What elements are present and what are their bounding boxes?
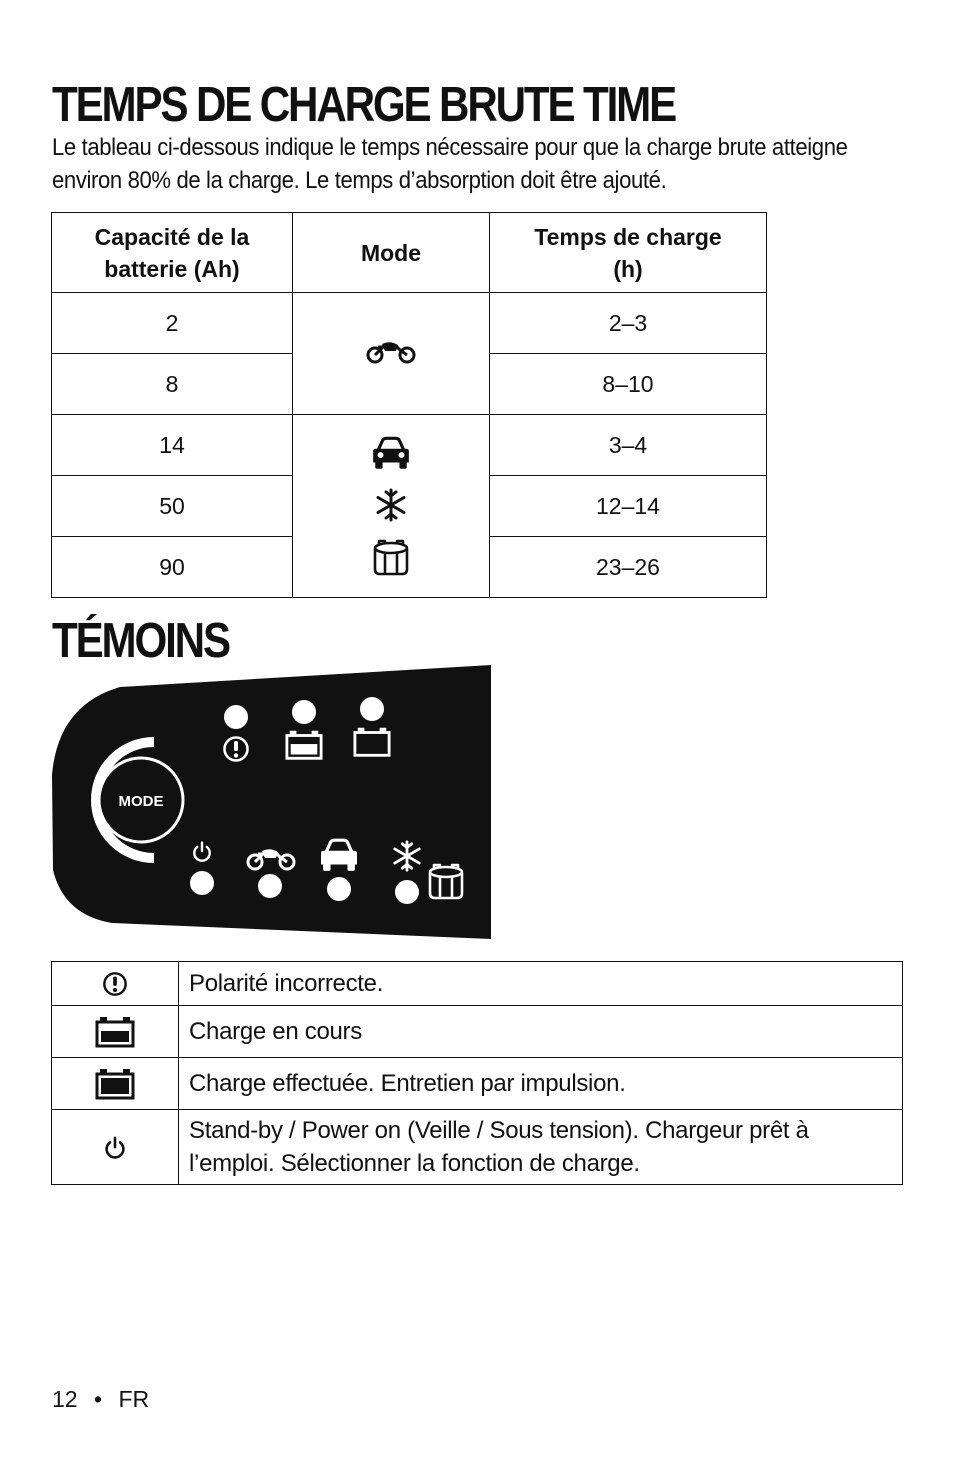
capacity-cell: 90 [52, 537, 293, 598]
battery-charging-icon [287, 731, 321, 759]
charger-control-panel [50, 665, 492, 940]
agm-battery-icon [371, 539, 411, 577]
page-title: TEMPS DE CHARGE BRUTE TIME [52, 78, 676, 132]
led-charged [360, 697, 384, 721]
time-cell: 2–3 [490, 293, 767, 354]
legend-text: Polarité incorrecte. [179, 962, 903, 1006]
battery-full-icon [95, 1068, 135, 1100]
footer-separator: • [93, 1386, 103, 1412]
table-header-row [52, 213, 767, 293]
capacity-cell: 14 [52, 415, 293, 476]
table-row [52, 415, 767, 476]
language-code: FR [118, 1386, 150, 1412]
page-number: 12 [52, 1386, 78, 1412]
capacity-cell: 50 [52, 476, 293, 537]
time-cell: 23–26 [490, 537, 767, 598]
legend-icon-cell [52, 1110, 179, 1185]
mode-button-label: MODE [118, 793, 164, 810]
section-title-temoins: TÉMOINS [52, 614, 229, 668]
legend-text: Charge effectuée. Entretien par impulsion. [179, 1058, 903, 1110]
led-charging [292, 700, 316, 724]
capacity-cell: 8 [52, 354, 293, 415]
battery-charging-icon [95, 1016, 135, 1048]
header-time: Temps de charge (h) [490, 213, 767, 293]
mode-cell-moto [293, 293, 490, 415]
led-moto [258, 874, 282, 898]
indicator-legend-table [51, 961, 903, 1185]
table-row [52, 293, 767, 354]
snowflake-icon [374, 488, 408, 522]
time-cell: 8–10 [490, 354, 767, 415]
time-cell: 12–14 [490, 476, 767, 537]
page-footer [52, 1386, 149, 1413]
legend-row [52, 1006, 903, 1058]
led-error [224, 705, 248, 729]
header-capacity: Capacité de la batterie (Ah) [52, 213, 293, 293]
power-icon [102, 1135, 128, 1161]
capacity-cell: 2 [52, 293, 293, 354]
car-icon [370, 435, 412, 471]
time-cell: 3–4 [490, 415, 767, 476]
legend-row [52, 1058, 903, 1110]
header-mode: Mode [293, 213, 490, 293]
led-standby [190, 871, 214, 895]
legend-icon-cell [52, 1006, 179, 1058]
motorcycle-icon [366, 338, 416, 364]
legend-row [52, 962, 903, 1006]
intro-paragraph: Le tableau ci-dessous indique le temps nécessaire pour que la charge brute atteigne environ 80% de la charge. Le temps d’absorption doit être ajouté. [52, 134, 848, 194]
mode-cell-car [293, 415, 490, 598]
legend-text: Stand-by / Power on (Veille / Sous tension). Chargeur prêt à l’emploi. Sélectionner la fonction de charge. [179, 1110, 903, 1185]
legend-icon-cell [52, 962, 179, 1006]
legend-icon-cell [52, 1058, 179, 1110]
warning-icon [102, 971, 128, 997]
mode-icon-stack [293, 435, 489, 577]
led-cold-agm [395, 880, 419, 904]
led-car [327, 877, 351, 901]
legend-text: Charge en cours [179, 1006, 903, 1058]
legend-row [52, 1110, 903, 1185]
charge-time-table [51, 212, 767, 598]
